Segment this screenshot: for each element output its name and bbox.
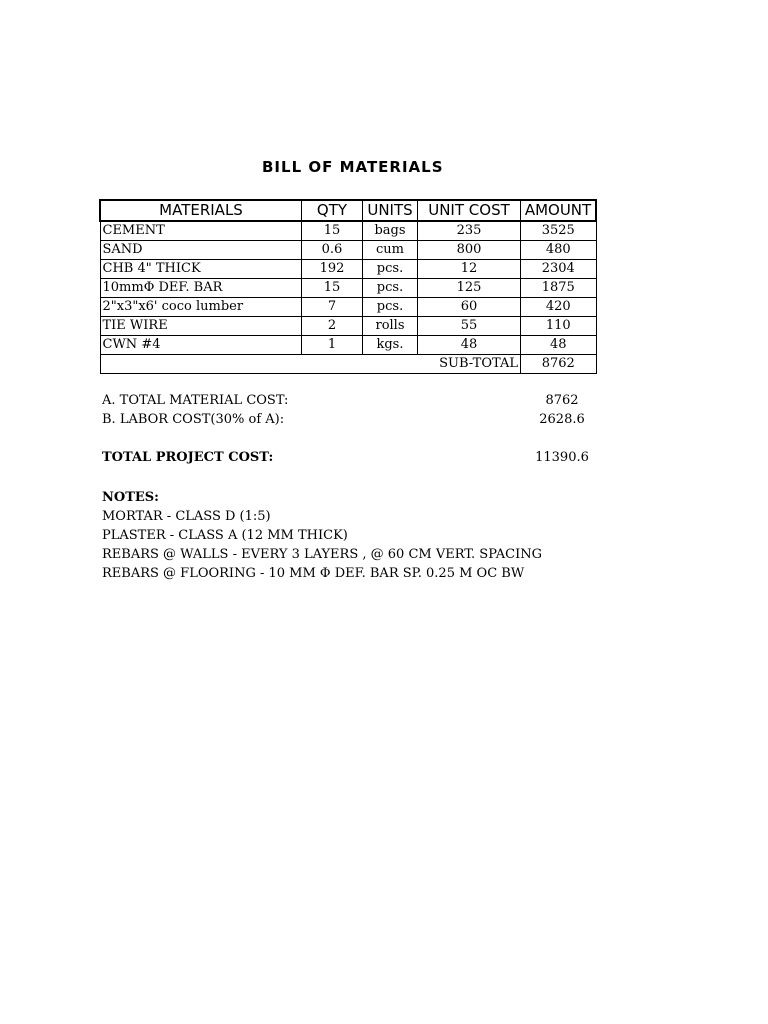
table-header-row (100, 200, 596, 221)
header-unit-cost: UNIT COST (418, 200, 521, 221)
material-name: CHB 4" THICK (100, 260, 302, 279)
header-materials: MATERIALS (100, 200, 302, 221)
material-amount: 2304 (521, 260, 597, 279)
total-cost-line (102, 450, 602, 468)
material-name: CEMENT (100, 221, 302, 241)
material-unit: cum (363, 241, 418, 260)
material-amount: 48 (521, 336, 597, 355)
material-name: 10mmΦ DEF. BAR (100, 279, 302, 298)
notes-heading: NOTES: (102, 490, 159, 505)
material-qty: 192 (302, 260, 363, 279)
material-unit: pcs. (363, 279, 418, 298)
material-unit: rolls (363, 317, 418, 336)
note-item: REBARS @ WALLS - EVERY 3 LAYERS , @ 60 CM VERT. SPACING (102, 547, 542, 562)
material-qty: 15 (302, 221, 363, 241)
notes-section (102, 488, 542, 583)
total-cost-label: TOTAL PROJECT COST: (102, 450, 274, 465)
labor-cost-value: 2628.6 (539, 412, 585, 427)
header-qty: QTY (302, 200, 363, 221)
material-unit-cost: 60 (418, 298, 521, 317)
material-unit-cost: 800 (418, 241, 521, 260)
material-cost-label: A. TOTAL MATERIAL COST: (102, 393, 289, 408)
material-unit: kgs. (363, 336, 418, 355)
material-qty: 15 (302, 279, 363, 298)
material-amount: 420 (521, 298, 597, 317)
note-item: PLASTER - CLASS A (12 MM THICK) (102, 528, 348, 543)
material-unit-cost: 12 (418, 260, 521, 279)
material-amount: 480 (521, 241, 597, 260)
material-unit: bags (363, 221, 418, 241)
material-unit: pcs. (363, 298, 418, 317)
material-name: SAND (100, 241, 302, 260)
material-unit: pcs. (363, 260, 418, 279)
subtotal-label: SUB-TOTAL (418, 355, 521, 374)
total-cost-value: 11390.6 (535, 450, 589, 465)
table-row (100, 260, 596, 279)
material-qty: 0.6 (302, 241, 363, 260)
subtotal-value: 8762 (521, 355, 597, 374)
material-unit-cost: 235 (418, 221, 521, 241)
material-name: 2"x3"x6' coco lumber (100, 298, 302, 317)
table-row (100, 317, 596, 336)
subtotal-row (100, 355, 596, 374)
table-row (100, 298, 596, 317)
table-row (100, 279, 596, 298)
material-amount: 110 (521, 317, 597, 336)
material-cost-line (102, 393, 602, 411)
header-amount: AMOUNT (521, 200, 597, 221)
header-units: UNITS (363, 200, 418, 221)
material-unit-cost: 125 (418, 279, 521, 298)
material-amount: 1875 (521, 279, 597, 298)
materials-table (99, 199, 597, 374)
material-unit-cost: 48 (418, 336, 521, 355)
material-name: CWN #4 (100, 336, 302, 355)
document-title: BILL OF MATERIALS (262, 158, 444, 176)
labor-cost-line (102, 412, 602, 430)
material-cost-value: 8762 (545, 393, 579, 408)
table-row (100, 221, 596, 241)
table-row (100, 336, 596, 355)
material-qty: 7 (302, 298, 363, 317)
material-qty: 2 (302, 317, 363, 336)
material-name: TIE WIRE (100, 317, 302, 336)
note-item: REBARS @ FLOORING - 10 MM Φ DEF. BAR SP. 0.25 M OC BW (102, 566, 525, 581)
material-unit-cost: 55 (418, 317, 521, 336)
note-item: MORTAR - CLASS D (1:5) (102, 509, 271, 524)
table-row (100, 241, 596, 260)
material-qty: 1 (302, 336, 363, 355)
subtotal-spacer (100, 355, 418, 374)
labor-cost-label: B. LABOR COST(30% of A): (102, 412, 285, 427)
material-amount: 3525 (521, 221, 597, 241)
